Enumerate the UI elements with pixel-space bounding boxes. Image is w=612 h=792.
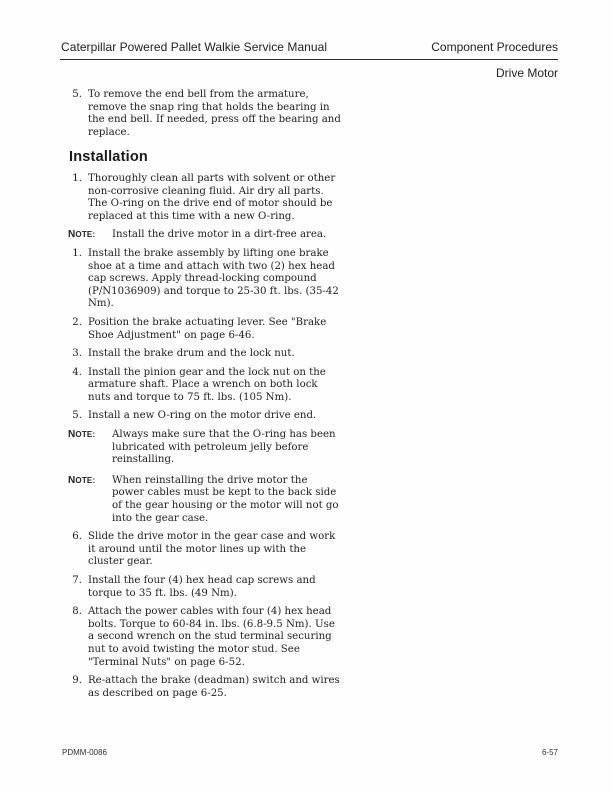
step-number: 1. — [72, 247, 82, 259]
step-number: 2. — [72, 316, 82, 328]
install-step-7 — [70, 575, 342, 600]
step-text: Slide the drive motor in the gear case and work it around until the motor lines up with the cluster gear. — [88, 531, 336, 568]
install-step-4 — [70, 367, 342, 405]
removal-step-5 — [70, 89, 342, 139]
step-number: 7. — [72, 575, 82, 586]
header-divider — [60, 59, 558, 60]
step-text: Install the pinion gear and the lock nut on the armature shaft. Place a wrench on both lock nuts and torque to 75 ft. lbs. (105 Nm). — [88, 366, 326, 403]
install-step-1 — [70, 248, 342, 311]
prep-step-1 — [70, 173, 342, 223]
step-text: Re-attach the brake (deadman) switch and wires as described on page 6-25. — [88, 675, 340, 699]
step-text: Position the brake actuating lever. See "Brake Shoe Adjustment" on page 6-46. — [88, 316, 327, 341]
install-step-2 — [70, 317, 342, 342]
install-step-9 — [70, 675, 342, 700]
step-number: 1. — [72, 172, 82, 184]
note-text: When reinstalling the drive motor the power cables must be kept to the back side of the gear housing or the motor will not go into the gear case. — [112, 474, 339, 524]
step-text: Install a new O-ring on the motor drive end. — [88, 410, 317, 422]
note-text: Install the drive motor in a dirt-free area. — [112, 229, 327, 241]
step-number: 4. — [72, 366, 82, 378]
step-number: 9. — [72, 675, 82, 687]
note-power-cables — [68, 475, 342, 525]
step-text: Install the brake drum and the lock nut. — [88, 348, 295, 360]
manual-title: Caterpillar Powered Pallet Walkie Service Manual — [61, 40, 328, 54]
step-text: Thoroughly clean all parts with solvent or other non-corrosive cleaning fluid. Air dry all parts. The O-ring on the drive end of motor should be replaced at this time with a new O-ring. — [88, 172, 336, 222]
section-title: Drive Motor — [495, 66, 558, 80]
install-step-5 — [70, 410, 342, 423]
step-number: 3. — [72, 348, 82, 360]
step-number: 8. — [72, 606, 82, 618]
step-text: Install the brake assembly by lifting one brake shoe at a time and attach with two (2) hex head cap screws. Apply thread-locking compound (P/N1036909) and torque to 25-30 ft. lbs. (35-42 Nm). — [88, 247, 339, 310]
note-text: Always make sure that the O-ring has been lubricated with petroleum jelly before reinstalling. — [112, 429, 336, 466]
note-dirt-free — [68, 229, 342, 242]
step-text: Attach the power cables with four (4) hex head bolts. Torque to 60-84 in. lbs. (6.8-9.5 Nm). Use a second wrench on the stud terminal securing nut to avoid twisting the motor stud. See "Terminal Nuts" on page 6-52. — [88, 606, 335, 668]
step-number: 5. — [72, 410, 82, 422]
step-text: Install the four (4) hex head cap screws and torque to 35 ft. lbs. (49 Nm). — [88, 575, 316, 599]
note-label: NOTE: — [68, 229, 96, 241]
page-number: 6-57 — [541, 748, 558, 757]
installation-heading: Installation — [69, 149, 148, 166]
note-o-ring — [68, 429, 342, 467]
step-text: To remove the end bell from the armature, remove the snap ring that holds the bearing in the end bell. If needed, press off the bearing and replace. — [88, 89, 341, 138]
step-number: 5. — [72, 89, 82, 100]
install-step-6 — [70, 531, 342, 569]
note-label: NOTE: — [68, 429, 96, 441]
note-label: NOTE: — [68, 474, 96, 486]
document-number: PDMM-0086 — [62, 748, 107, 757]
chapter-title: Component Procedures — [431, 40, 558, 54]
main-content — [70, 89, 342, 706]
install-step-3 — [70, 348, 342, 361]
install-step-8 — [70, 606, 342, 669]
step-number: 6. — [72, 531, 82, 543]
